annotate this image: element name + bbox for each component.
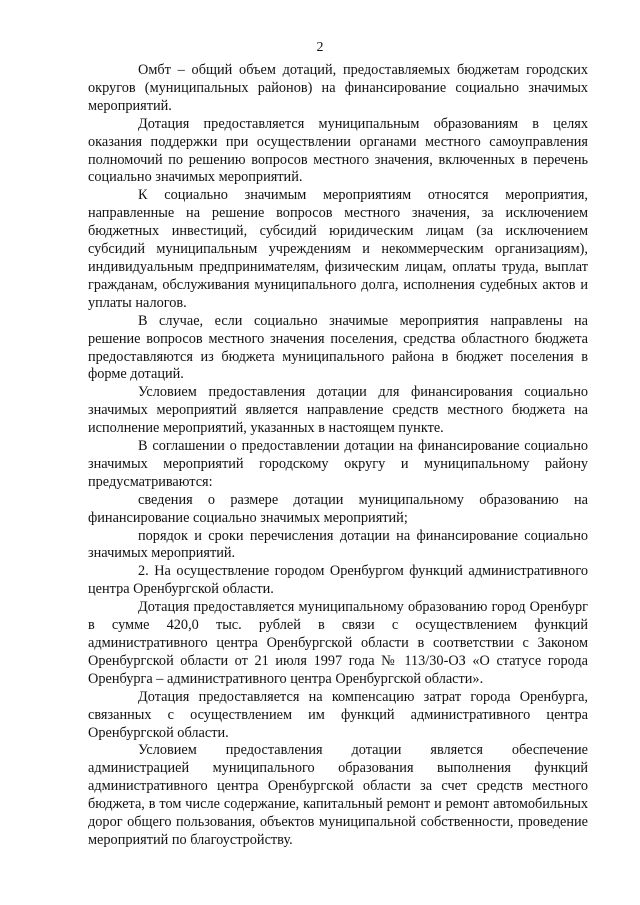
paragraph-mbt-definition: Омбт – общий объем дотаций, предоставляемых бюджетам городских округов (муниципальных районов) на финансирование социально значимых мероприятий. [88,62,588,114]
paragraph-agreement: В соглашении о предоставлении дотации на финансирование социально значимых мероприятий городскому округу и муниципальному району предусматриваются: [88,438,588,490]
document-body [88,62,588,850]
paragraph-agreement-item-amount: сведения о размере дотации муниципальному образованию на финансирование социально значимых мероприятий; [88,491,588,526]
paragraph-settlement-case: В случае, если социально значимые мероприятия направлены на решение вопросов местного значения поселения, средства областного бюджета предоставляются из бюджета муниципального района в бюджет поселения в форме дотаций. [88,312,588,383]
page-number: 2 [316,40,324,55]
paragraph-orenburg-amount: Дотация предоставляется муниципальному образованию город Оренбург в сумме 420,0 тыс. рублей в связи с осуществлением функций административного центра Оренбургской области в соответствии с Законом Оренбургской области от 21 июля 1997 года № 113/30-ОЗ «О статусе города Оренбурга – административного центра Оренбургской области». [88,599,588,687]
paragraph-significant-measures: К социально значимым мероприятиям относятся мероприятия, направленные на решение вопросов местного значения, за исключением бюджетных инвестиций, субсидий юридическим лицам (за исключением субсидий муниципальным учреждениям и некоммерческим организациям), индивидуальным предпринимателям, физическим лицам, оплаты труда, выплат гражданам, обслуживания муниципального долга, исполнения судебных актов и уплаты налогов. [88,187,588,311]
paragraph-orenburg-condition: Условием предоставления дотации является обеспечение администрацией муниципального образования выполнения функций административного центра Оренбургской области за счет средств местного бюджета, в том числе содержание, капитальный ремонт и ремонт автомобильных дорог общего пользования, объектов муниципальной собственности, проведение мероприятий по благоустройству. [88,742,588,848]
paragraph-subsidy-purpose: Дотация предоставляется муниципальным образованиям в целях оказания поддержки при осуществлении органами местного самоуправления полномочий по решению вопросов местного значения, включенных в перечень социально значимых мероприятий. [88,115,588,186]
paragraph-section-2-heading: 2. На осуществление городом Оренбургом функций административного центра Оренбургской области. [88,563,588,598]
paragraph-subsidy-condition: Условием предоставления дотации для финансирования социально значимых мероприятий является направление средств местного бюджета на исполнение мероприятий, указанных в настоящем пункте. [88,384,588,437]
paragraph-agreement-item-schedule: порядок и сроки перечисления дотации на финансирование социально значимых мероприятий. [88,527,588,562]
paragraph-orenburg-compensation: Дотация предоставляется на компенсацию затрат города Оренбурга, связанных с осуществлением им функций административного центра Оренбургской области. [88,688,588,741]
